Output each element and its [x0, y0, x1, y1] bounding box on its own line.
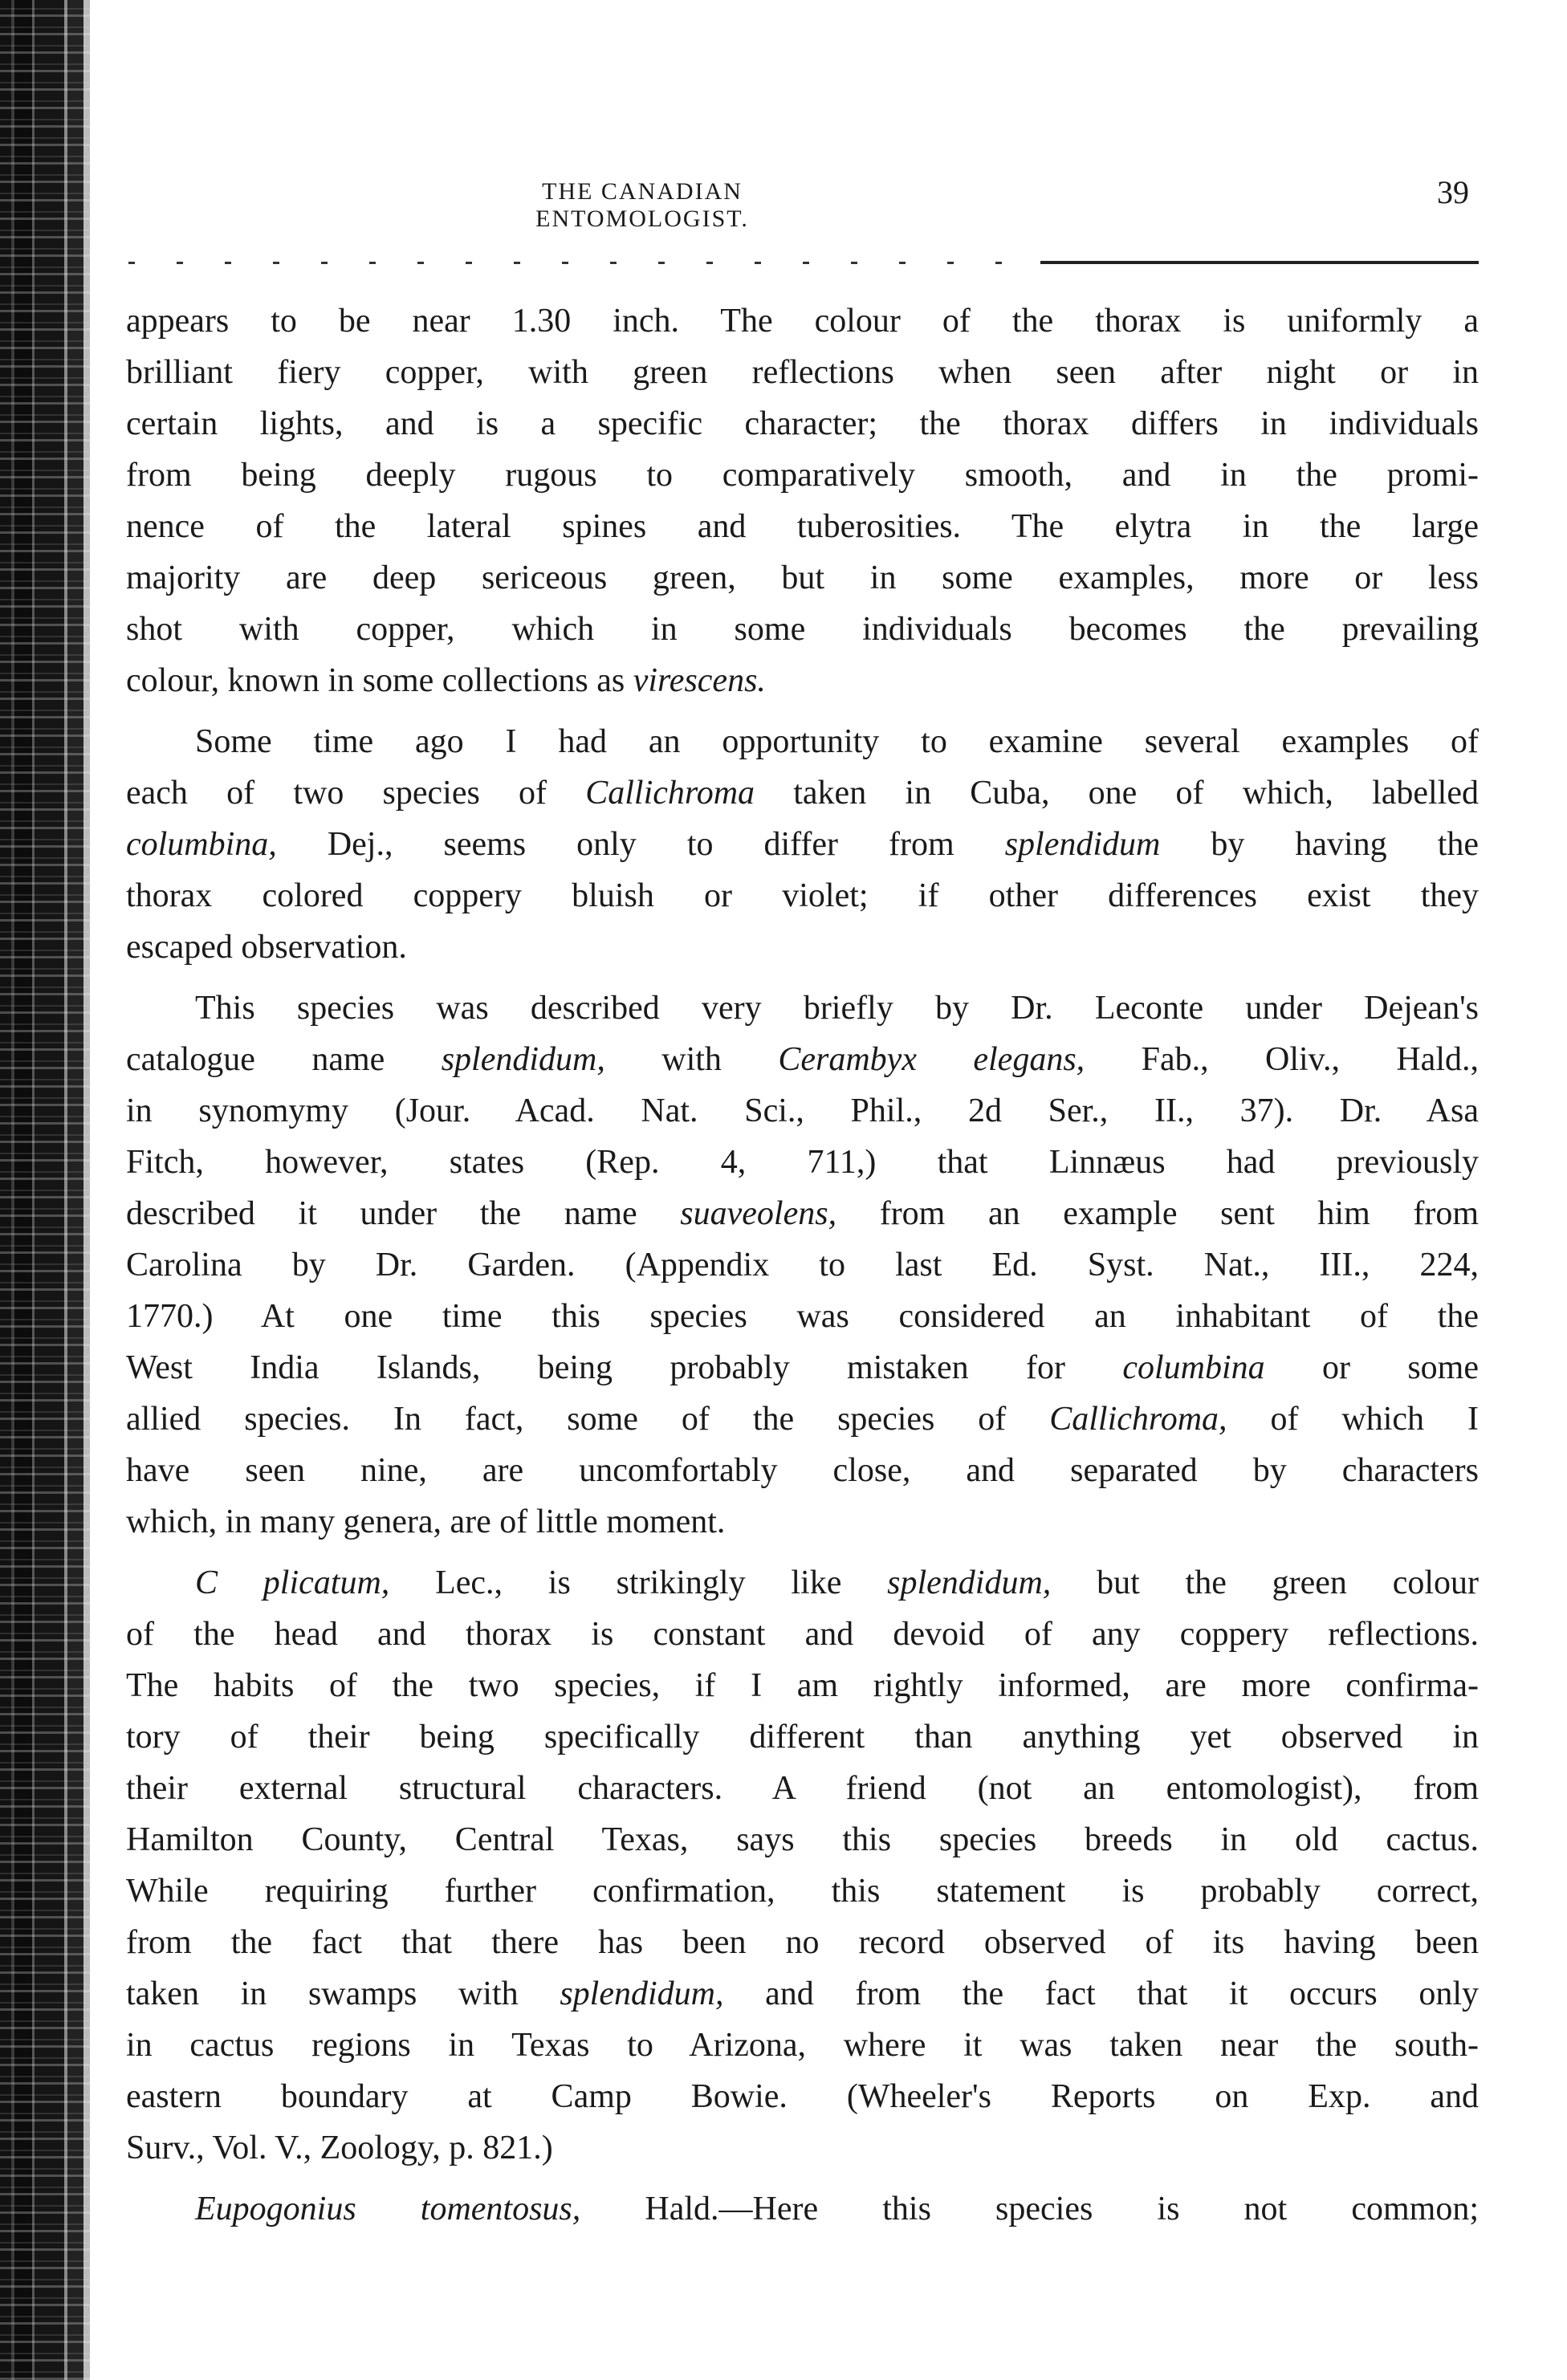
text-segment: majority are deep sericeous green, but in some examples, more or less [126, 559, 1479, 596]
text-line [126, 1137, 1479, 1188]
paragraph [126, 2183, 1479, 2235]
text-segment: 1770.) At one time this species was considered an inhabitant of the [126, 1298, 1479, 1335]
text-segment: colour, known in some collections as [126, 662, 633, 699]
text-segment: Hamilton County, Central Texas, says this species breeds in old cactus. [126, 1821, 1479, 1858]
body-text [126, 295, 1479, 2244]
text-segment: have seen nine, are uncomfortably close, and separated by characters [126, 1452, 1479, 1489]
italic-text: splendidum, [441, 1041, 605, 1078]
text-line [126, 1609, 1479, 1660]
text-line [126, 2122, 1479, 2174]
text-line [126, 2020, 1479, 2071]
text-line [126, 983, 1479, 1034]
italic-text: splendidum, [887, 1564, 1052, 1601]
text-line [126, 1239, 1479, 1291]
text-line [126, 870, 1479, 921]
text-line [126, 552, 1479, 604]
text-segment: certain lights, and is a specific character; the thorax differs in individuals [126, 405, 1479, 442]
italic-text: C plicatum, [195, 1564, 390, 1601]
text-line [126, 450, 1479, 501]
text-line [126, 1291, 1479, 1342]
text-line [126, 398, 1479, 450]
paragraph [126, 716, 1479, 973]
text-segment: Fitch, however, states (Rep. 4, 711,) that Linnæus had previously [126, 1144, 1479, 1181]
text-line [126, 1865, 1479, 1917]
text-segment: described it under the name [126, 1195, 681, 1232]
text-line [126, 921, 1479, 973]
text-line [126, 2071, 1479, 2122]
text-line [126, 1711, 1479, 1763]
text-line [126, 1763, 1479, 1814]
text-segment: escaped observation. [126, 929, 407, 966]
text-segment: Lec., is strikingly like [389, 1564, 888, 1601]
text-segment: from an example sent him from [836, 1195, 1479, 1232]
italic-text: Callichroma [585, 775, 755, 812]
italic-text: splendidum, [560, 1975, 724, 2012]
text-segment: brilliant fiery copper, with green reflections when seen after night or in [126, 354, 1479, 391]
text-segment: eastern boundary at Camp Bowie. (Wheeler's Reports on Exp. and [126, 2078, 1479, 2115]
text-segment: Fab., Oliv., Hald., [1085, 1041, 1479, 1078]
text-segment: and from the fact that it occurs only [723, 1975, 1479, 2012]
text-segment: allied species. In fact, some of the species of [126, 1401, 1050, 1438]
text-segment: Surv., Vol. V., Zoology, p. 821.) [126, 2130, 553, 2166]
text-segment: taken in Cuba, one of which, labelled [755, 775, 1479, 812]
paragraph [126, 1557, 1479, 2174]
page-header [0, 174, 1567, 232]
italic-text: Cerambyx elegans, [778, 1041, 1085, 1078]
text-line [126, 1445, 1479, 1496]
text-segment: shot with copper, which in some individuals becomes the prevailing [126, 611, 1479, 648]
text-segment: nence of the lateral spines and tuberosities. The elytra in the large [126, 508, 1479, 545]
text-line [126, 347, 1479, 398]
text-segment: but the green colour [1051, 1564, 1479, 1601]
text-segment: with [604, 1041, 779, 1078]
text-line [126, 1917, 1479, 1968]
text-segment: in synomymy (Jour. Acad. Nat. Sci., Phil., 2d Ser., II., 37). Dr. Asa [126, 1092, 1479, 1129]
text-segment: from the fact that there has been no record observed of its having been [126, 1924, 1479, 1961]
text-segment: which, in many genera, are of little moment. [126, 1503, 726, 1540]
paragraph [126, 295, 1479, 706]
text-line [126, 1496, 1479, 1548]
text-line [126, 1814, 1479, 1865]
text-line [126, 1085, 1479, 1137]
page-number: 39 [1437, 174, 1469, 210]
text-line [126, 1557, 1479, 1609]
header-rule-solid [1040, 261, 1479, 264]
text-line [126, 1660, 1479, 1711]
text-segment: in cactus regions in Texas to Arizona, where it was taken near the south- [126, 2027, 1479, 2064]
text-line [126, 819, 1479, 870]
scan-binding-edge [0, 0, 90, 2380]
text-segment: While requiring further confirmation, this statement is probably correct, [126, 1873, 1479, 1910]
italic-text: columbina, [126, 826, 277, 863]
text-segment: Carolina by Dr. Garden. (Appendix to last Ed. Syst. Nat., III., 224, [126, 1247, 1479, 1284]
text-segment: tory of their being specifically different than anything yet observed in [126, 1719, 1479, 1756]
paragraph [126, 983, 1479, 1548]
text-line [126, 716, 1479, 767]
text-line [126, 2183, 1479, 2235]
text-segment: West India Islands, being probably mistaken for [126, 1349, 1123, 1386]
header-rule-dotted [128, 262, 1028, 264]
text-line [126, 1188, 1479, 1239]
running-title: THE CANADIAN ENTOMOLOGIST. [535, 178, 749, 232]
text-line [126, 501, 1479, 552]
text-segment: taken in swamps with [126, 1975, 560, 2012]
italic-text: suaveolens, [680, 1195, 837, 1232]
italic-text: virescens. [633, 662, 766, 699]
text-line [126, 295, 1479, 347]
text-segment: thorax colored coppery bluish or violet; if other differences exist they [126, 877, 1479, 914]
text-line [126, 1393, 1479, 1445]
text-segment: The habits of the two species, if I am rightly informed, are more confirma- [126, 1667, 1479, 1704]
text-line [126, 655, 1479, 706]
text-segment: of which I [1227, 1401, 1479, 1438]
text-segment: their external structural characters. A friend (not an entomologist), from [126, 1770, 1479, 1807]
text-line [126, 604, 1479, 655]
text-line [126, 1342, 1479, 1393]
text-segment: Hald.—Here this species is not common; [580, 2191, 1479, 2227]
text-segment: This species was described very briefly by Dr. Leconte under Dejean's [195, 990, 1479, 1027]
italic-text: Callichroma, [1049, 1401, 1227, 1438]
text-segment: each of two species of [126, 775, 586, 812]
text-segment: Some time ago I had an opportunity to examine several examples of [195, 723, 1479, 760]
italic-text: Eupogonius tomentosus, [195, 2191, 581, 2227]
text-segment: or some [1264, 1349, 1479, 1386]
text-segment: from being deeply rugous to comparatively smooth, and in the promi- [126, 457, 1479, 494]
italic-text: columbina [1122, 1349, 1265, 1386]
text-segment: by having the [1160, 826, 1479, 863]
text-line [126, 1968, 1479, 2020]
text-line [126, 1034, 1479, 1085]
italic-text: splendidum [1004, 826, 1161, 863]
text-segment: catalogue name [126, 1041, 442, 1078]
text-segment: Dej., seems only to differ from [276, 826, 1005, 863]
text-segment: appears to be near 1.30 inch. The colour of the thorax is uniformly a [126, 303, 1479, 340]
text-line [126, 767, 1479, 819]
text-segment: of the head and thorax is constant and devoid of any coppery reflections. [126, 1616, 1479, 1653]
